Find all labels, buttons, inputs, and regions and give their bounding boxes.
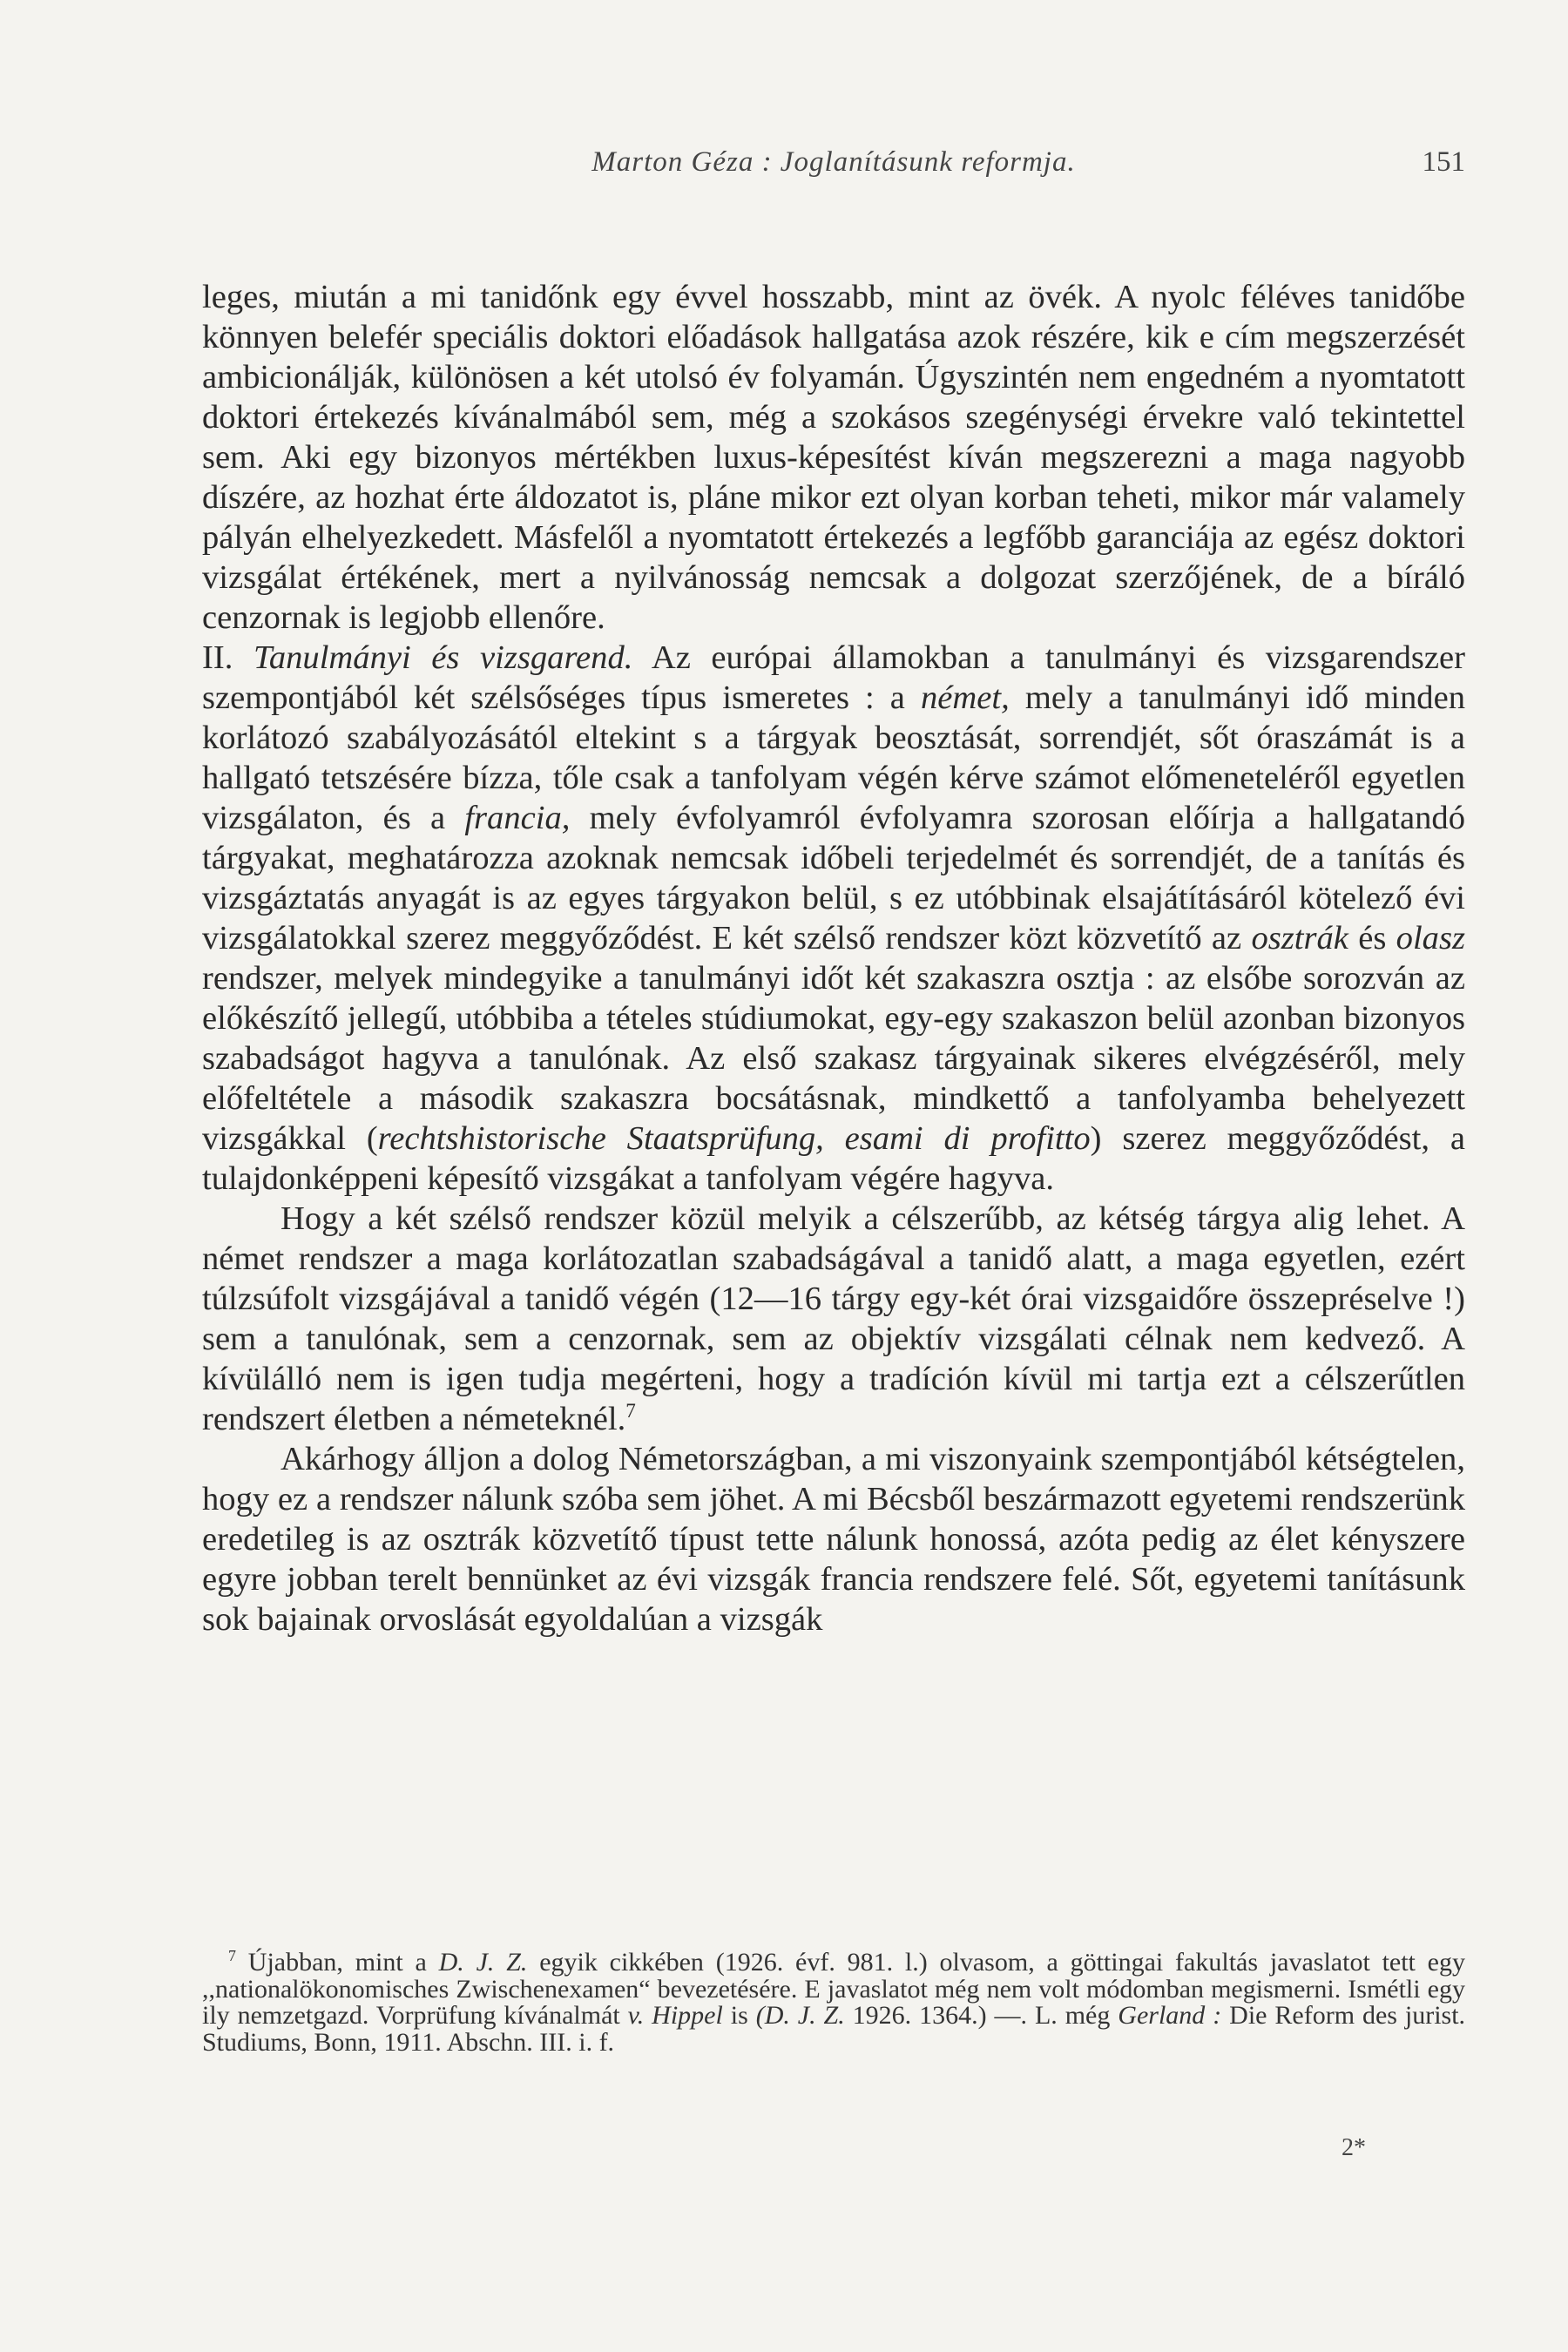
term-francia: francia, bbox=[464, 800, 571, 836]
footnote bbox=[202, 1947, 1466, 2057]
running-title: Marton Géza : Joglanításunk reformja. bbox=[591, 146, 1076, 178]
footnote-journal-2: (D. J. Z. bbox=[755, 2001, 845, 2030]
footnote-marker: 7 bbox=[228, 1947, 236, 1964]
page-header bbox=[202, 146, 1465, 199]
footnote-author-hippel: v. Hippel bbox=[627, 2001, 723, 2030]
term-nemet: német, bbox=[921, 679, 1010, 716]
term-foreign-exams: rechtshistorische Staatsprüfung, esami di profitto bbox=[377, 1120, 1091, 1157]
term-olasz: olasz bbox=[1396, 920, 1465, 956]
paragraph-2 bbox=[202, 638, 1465, 1199]
paragraph-4: Akárhogy álljon a dolog Németországban, a mi viszonyaink szempontjából kétségtelen, hogy ez a rendszer nálunk szóba sem jöhet. A mi Bécsből beszármazott egyetemi rendszerünk eredetileg is az osztrák közvetítő típust tette nálunk honossá, azóta pedig az élet kényszere egyre jobban terelt bennünket az évi vizsgák francia rendszere felé. Sőt, egyetemi tanításunk sok bajainak orvoslását egyoldalúan a vizsgák bbox=[202, 1441, 1465, 1638]
footnote-text-e: Die Reform des jurist. Studiums, Bonn, 1911. Abschn. III. i. f. bbox=[202, 2001, 1466, 2057]
p3-text: Hogy a két szélső rendszer közül melyik a célszerűbb, az kétség tárgya alig lehet. A német rendszer a maga korlátozatlan szabadságával a tanidő alatt, a maga egyetlen, ezért túlzsúfolt vizsgájával a tanidő végén (12—16 tárgy egy-két órai vizsgaidőre összepréselve !) sem a tanulónak, sem a cenzornak, sem az objektív vizsgálati célnak nem kedvező. A kívülálló nem is igen tudja megérteni, hogy a tradíción kívül mi tartja ezt a célszerűtlen rendszert életben a németeknél. bbox=[202, 1200, 1465, 1437]
page-number: 151 bbox=[1422, 146, 1465, 178]
p2-text-f: ) szerez meggyőződést, a tulajdonképpeni képesítő vizsgákat a tanfolyam végére hagyva. bbox=[202, 1120, 1466, 1197]
footnote-text-b: egyik cikkében (1926. évf. 981. l.) olvasom, a göttingai fakultás javaslatot tett egy ,,nationalökonomisches Zwischenexamen“ bevezetésére. E javaslatot még nem volt módomban megismerni. Ismétli egy ily nemzetgazd. Vorprüfung kívánalmát bbox=[202, 1948, 1466, 2030]
footnote-text-c: is bbox=[730, 2001, 748, 2030]
footnote-author-gerland: Gerland : bbox=[1118, 2001, 1222, 2030]
term-osztrak: osztrák bbox=[1251, 920, 1348, 956]
section-heading: Tanulmányi és vizsgarend. bbox=[253, 639, 633, 676]
footnote-journal-1: D. J. Z. bbox=[438, 1948, 528, 1977]
footnote-text-a: Újabban, mint a bbox=[247, 1948, 427, 1977]
section-number: II. bbox=[202, 639, 233, 676]
footnote-text-d: 1926. 1364.) —. L. még bbox=[852, 2001, 1111, 2030]
body-text bbox=[202, 277, 1465, 1639]
paragraph-1: leges, miután a mi tanidőnk egy évvel hosszabb, mint az övék. A nyolc féléves tanidőbe könnyen belefér speciális doktori előadások hallgatása azok részére, kik e cím megszerzését ambicionálják, különösen a két utolsó év folyamán. Úgyszintén nem engedném a nyomtatott doktori értekezés kívánalmából sem, még a szokásos szegénységi érvekre való tekintettel sem. Aki egy bizonyos mértékben luxus-képesítést kíván megszerezni a maga nagyobb díszére, az hozhat érte áldozatot is, pláne mikor ezt olyan korban teheti, mikor már valamely pályán elhelyezkedett. Másfelől a nyomtatott értekezés a legfőbb garanciája az egész doktori vizsgálat értékének, mert a nyilvánosság nemcsak a dolgozat szerzőjének, de a bíráló cenzornak is legjobb ellenőre. bbox=[202, 279, 1465, 636]
footnote-reference: 7 bbox=[625, 1400, 636, 1423]
p2-text-b: mely a tanulmányi idő minden korlátozó szabályozásától eltekint s a tárgyak beosztását, sorrendjét, sőt óraszámát is a hallgató tetszésére bízza, tőle csak a tanfolyam végén kérve számot előmeneteléről egyetlen vizsgálaton, és a bbox=[202, 679, 1465, 836]
p2-text-d: és bbox=[1358, 920, 1387, 956]
footnote-text bbox=[202, 1947, 1466, 2057]
p2-text-c: mely évfolyamról évfolyamra szorosan előírja a hallgatandó tárgyakat, meghatározza azoknak nemcsak időbeli terjedelmét és sorrendjét, de a tanítás és vizsgáztatás anyagát is az egyes tárgyakon belül, s ez utóbbinak elsajátításáról kötelező évi vizsgálatokkal szerez meggyőződést. E két szélső rendszer közt közvetítő az bbox=[202, 800, 1465, 956]
p2-text-a: Az európai államokban a tanulmányi és vizsgarendszer szempontjából két szélsőséges típus ismeretes : a bbox=[202, 639, 1465, 716]
p2-text-e: rendszer, melyek mindegyike a tanulmányi időt két szakaszra osztja : az elsőbe sorozván az előkészítő jellegű, utóbbiba a tételes stúdiumokat, egy-egy szakaszon belül azonban bizonyos szabadságot hagyva a tanulónak. Az első szakasz tárgyainak sikeres elvégzéséről, mely előfeltétele a második szakaszra bocsátásnak, mindkettő a tanfolyamba behelyezett vizsgákkal ( bbox=[202, 960, 1465, 1157]
signature-mark: 2* bbox=[1342, 2134, 1366, 2161]
paragraph-3 bbox=[202, 1199, 1465, 1439]
